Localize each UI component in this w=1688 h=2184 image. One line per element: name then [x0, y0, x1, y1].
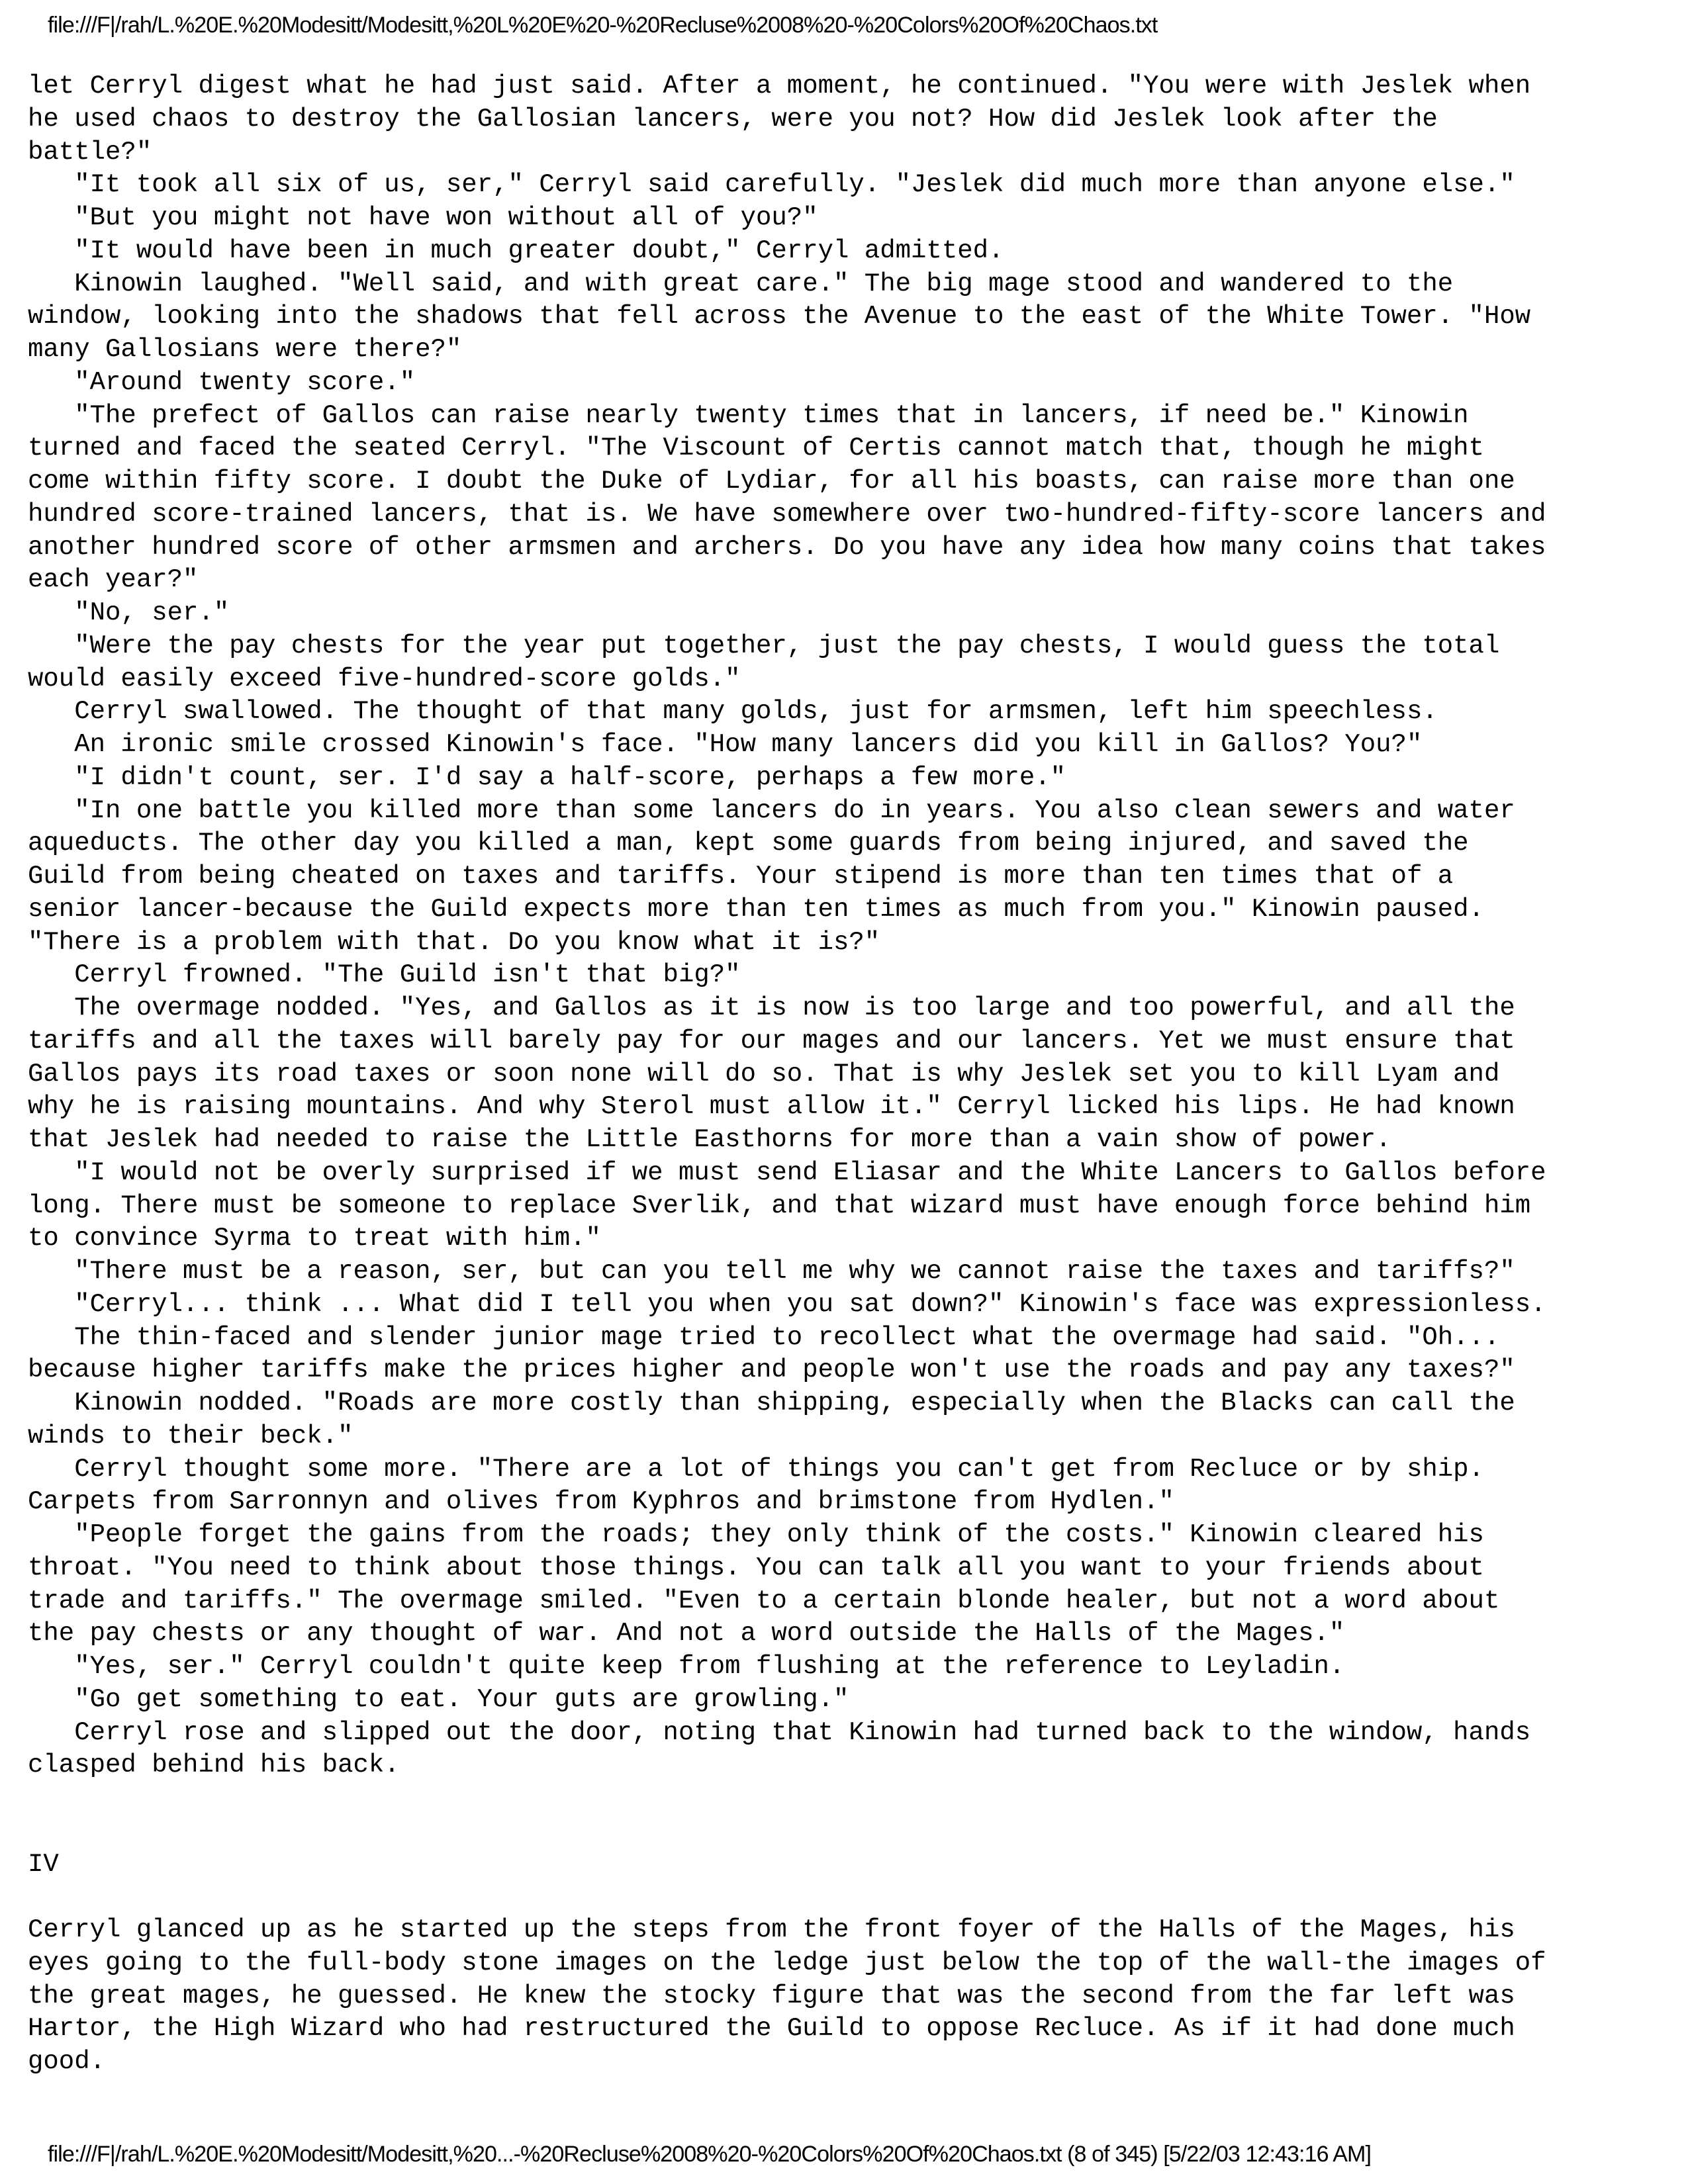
- text-line: each year?": [28, 565, 199, 595]
- text-line: why he is raising mountains. And why Sterol must allow it." Cerryl licked his lips. He had known: [28, 1092, 1515, 1122]
- text-line: battle?": [28, 137, 152, 167]
- text-line: good.: [28, 2047, 106, 2076]
- text-line: "Were the pay chests for the year put together, just the pay chests, I would guess the total: [28, 631, 1500, 660]
- text-line: "Cerryl... think ... What did I tell you when you sat down?" Kinowin's face was expressionless.: [28, 1289, 1546, 1319]
- text-line: the pay chests or any thought of war. And not a word outside the Halls of the Mages.": [28, 1619, 1345, 1649]
- text-line: [28, 1815, 1669, 1848]
- document-text-body: [28, 70, 1669, 2079]
- text-line: Gallos pays its road taxes or soon none will do so. That is why Jeslek set you to kill Lyam and: [28, 1059, 1500, 1089]
- text-line: clasped behind his back.: [28, 1751, 400, 1780]
- text-line: "But you might not have won without all of you?": [28, 203, 818, 232]
- text-line: he used chaos to destroy the Gallosian lancers, were you not? How did Jeslek look after the: [28, 104, 1438, 134]
- text-line: Kinowin laughed. "Well said, and with great care." The big mage stood and wandered to the: [28, 269, 1454, 298]
- text-line: [28, 1881, 1669, 1914]
- text-line: IV: [28, 1849, 59, 1879]
- text-line: "I would not be overly surprised if we must send Eliasar and the White Lancers to Gallos before: [28, 1158, 1546, 1187]
- text-line: hundred score-trained lancers, that is. We have somewhere over two-hundred-fifty-score lancers and: [28, 499, 1546, 529]
- text-line: Cerryl thought some more. "There are a lot of things you can't get from Recluce or by ship.: [28, 1454, 1484, 1484]
- text-line: "I didn't count, ser. I'd say a half-score, perhaps a few more.": [28, 762, 1066, 792]
- print-footer-file-info: file:///F|/rah/L.%20E.%20Modesitt/Modesitt,%20...-%20Recluse%2008%20-%20Colors%20Of%20Chaos.txt (8 of 345) [5/22/03 12:43:16 AM]: [48, 2142, 1372, 2167]
- text-line: "The prefect of Gallos can raise nearly twenty times that in lancers, if need be." Kinowin: [28, 400, 1469, 430]
- text-line: come within fifty score. I doubt the Duke of Lydiar, for all his boasts, can raise more than one: [28, 467, 1515, 496]
- text-line: many Gallosians were there?": [28, 335, 462, 364]
- text-line: to convince Syrma to treat with him.": [28, 1224, 601, 1253]
- text-line: winds to their beck.": [28, 1421, 353, 1451]
- text-line: "Yes, ser." Cerryl couldn't quite keep from flushing at the reference to Leyladin.: [28, 1652, 1345, 1681]
- text-line: "It took all six of us, ser," Cerryl said carefully. "Jeslek did much more than anyone else.": [28, 170, 1515, 200]
- text-line: The overmage nodded. "Yes, and Gallos as it is now is too large and too powerful, and all the: [28, 993, 1515, 1023]
- text-line: "No, ser.": [28, 598, 230, 627]
- text-line: "Go get something to eat. Your guts are growling.": [28, 1684, 849, 1714]
- text-line: the great mages, he guessed. He knew the stocky figure that was the second from the far left was: [28, 1981, 1515, 2011]
- text-line: The thin-faced and slender junior mage tried to recollect what the overmage had said. "Oh...: [28, 1322, 1500, 1352]
- text-line: [28, 1782, 1669, 1815]
- text-line: trade and tariffs." The overmage smiled. "Even to a certain blonde healer, but not a word about: [28, 1586, 1500, 1615]
- text-line: "It would have been in much greater doubt," Cerryl admitted.: [28, 236, 1004, 265]
- text-line: eyes going to the full-body stone images on the ledge just below the top of the wall-the images of: [28, 1948, 1546, 1978]
- text-line: "Around twenty score.": [28, 367, 416, 397]
- text-line: because higher tariffs make the prices higher and people won't use the roads and pay any taxes?": [28, 1355, 1515, 1385]
- text-line: Cerryl swallowed. The thought of that many golds, just for armsmen, left him speechless.: [28, 697, 1438, 727]
- text-line: Cerryl rose and slipped out the door, noting that Kinowin had turned back to the window, hands: [28, 1717, 1531, 1747]
- print-header-file-path: file:///F|/rah/L.%20E.%20Modesitt/Modesitt,%20L%20E%20-%20Recluse%2008%20-%20Colors%20Of%20Chaos.txt: [48, 13, 1158, 38]
- text-line: Hartor, the High Wizard who had restructured the Guild to oppose Recluce. As if it had done much: [28, 2014, 1515, 2044]
- text-line: tariffs and all the taxes will barely pay for our mages and our lancers. Yet we must ensure that: [28, 1026, 1515, 1056]
- text-line: "People forget the gains from the roads; they only think of the costs." Kinowin cleared his: [28, 1520, 1484, 1549]
- text-line: let Cerryl digest what he had just said. After a moment, he continued. "You were with Jeslek when: [28, 71, 1531, 101]
- text-line: Guild from being cheated on taxes and tariffs. Your stipend is more than ten times that of a: [28, 862, 1454, 891]
- text-line: Cerryl frowned. "The Guild isn't that big?": [28, 960, 741, 990]
- text-line: would easily exceed five-hundred-score golds.": [28, 664, 741, 694]
- text-line: window, looking into the shadows that fell across the Avenue to the east of the White Tower. "How: [28, 302, 1531, 332]
- text-line: Cerryl glanced up as he started up the steps from the front foyer of the Halls of the Mages, his: [28, 1915, 1515, 1944]
- text-line: Carpets from Sarronnyn and olives from Kyphros and brimstone from Hydlen.": [28, 1487, 1174, 1517]
- text-line: that Jeslek had needed to raise the Little Easthorns for more than a vain show of power.: [28, 1125, 1391, 1154]
- text-line: "There must be a reason, ser, but can you tell me why we cannot raise the taxes and tariffs?": [28, 1257, 1515, 1286]
- text-line: aqueducts. The other day you killed a man, kept some guards from being injured, and saved the: [28, 829, 1469, 858]
- text-line: "There is a problem with that. Do you know what it is?": [28, 927, 880, 957]
- text-line: senior lancer-because the Guild expects more than ten times as much from you." Kinowin paused.: [28, 894, 1484, 924]
- text-line: another hundred score of other armsmen and archers. Do you have any idea how many coins that takes: [28, 532, 1546, 562]
- text-line: Kinowin nodded. "Roads are more costly than shipping, especially when the Blacks can call the: [28, 1388, 1515, 1418]
- text-line: turned and faced the seated Cerryl. "The Viscount of Certis cannot match that, though he might: [28, 433, 1484, 463]
- text-line: long. There must be someone to replace Sverlik, and that wizard must have enough force behind him: [28, 1191, 1531, 1220]
- text-line: "In one battle you killed more than some lancers do in years. You also clean sewers and water: [28, 796, 1515, 825]
- text-line: throat. "You need to think about those things. You can talk all you want to your friends about: [28, 1553, 1484, 1582]
- text-line: An ironic smile crossed Kinowin's face. "How many lancers did you kill in Gallos? You?": [28, 730, 1423, 759]
